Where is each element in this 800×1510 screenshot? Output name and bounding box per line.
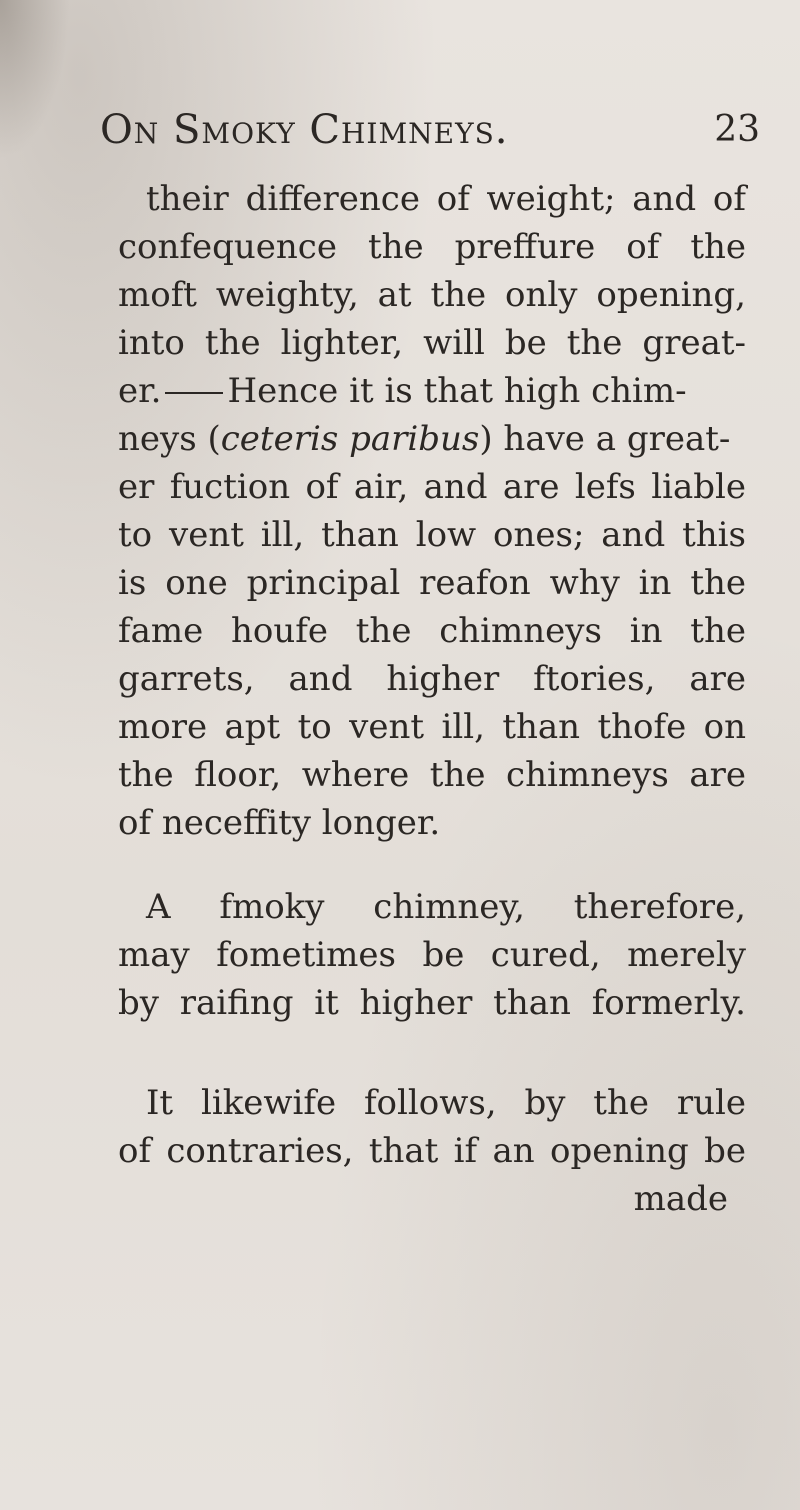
dash-rule (165, 392, 223, 394)
text-line (118, 370, 746, 412)
text-line: garrets, and higher ftories, are (118, 659, 746, 699)
text-line: er fuction of air, and are lefs liable (118, 467, 746, 507)
text-line: A fmoky chimney, therefore, (146, 887, 746, 927)
text-line: It likewife follows, by the rule (146, 1083, 746, 1123)
running-title: On Smoky Chimneys. (100, 107, 509, 153)
catchword: made (633, 1179, 728, 1219)
text-line: moft weighty, at the only opening, (118, 275, 746, 315)
text-line: of contraries, that if an opening be (118, 1131, 746, 1171)
text-line: confequence the preffure of the (118, 227, 746, 267)
text-line: into the lighter, will be the great- (118, 323, 746, 363)
text-fragment: neys ( (118, 419, 221, 459)
text-line: to vent ill, than low ones; and this (118, 515, 746, 555)
text-line: by raifing it higher than formerly. (118, 983, 746, 1023)
page-number: 23 (714, 109, 760, 150)
text-line (118, 418, 746, 460)
text-fragment: ) have a great- (479, 419, 731, 459)
text-fragment: er. (118, 371, 162, 411)
text-line: may fometimes be cured, merely (118, 935, 746, 975)
text-line: of neceffity longer. (118, 803, 441, 843)
italic-phrase: ceteris paribus (220, 419, 480, 459)
text-fragment: Hence it is that high chim- (227, 371, 687, 411)
text-line: fame houfe the chimneys in the (118, 611, 746, 651)
text-line: the floor, where the chimneys are (118, 755, 746, 795)
text-line: more apt to vent ill, than thofe on (118, 707, 746, 747)
text-line: is one principal reafon why in the (118, 563, 746, 603)
text-line: their difference of weight; and of (146, 179, 746, 219)
